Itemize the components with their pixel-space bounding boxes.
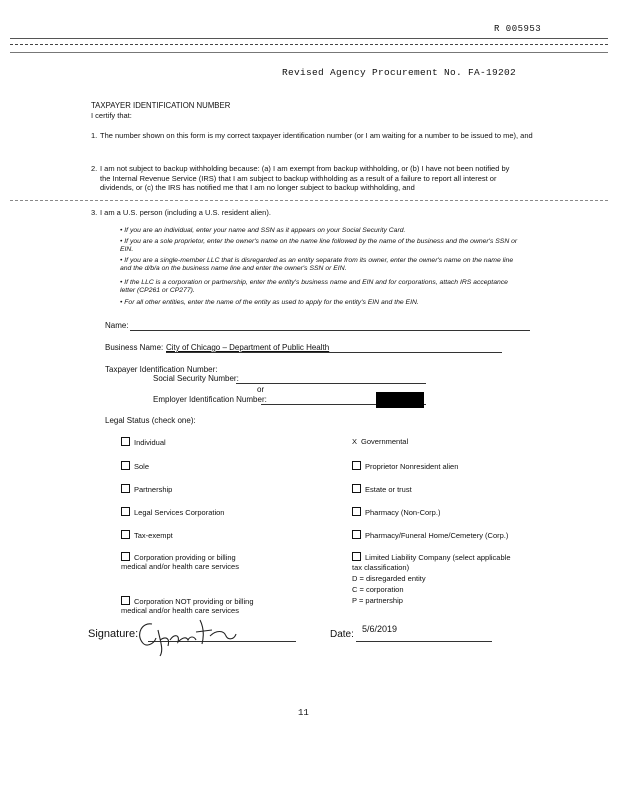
header-rule-3 bbox=[10, 52, 608, 53]
checkbox[interactable] bbox=[121, 484, 130, 493]
checkbox[interactable] bbox=[121, 530, 130, 539]
status-label: Proprietor Nonresident alien bbox=[365, 462, 459, 471]
status-sole[interactable] bbox=[121, 461, 149, 472]
procurement-reference: Revised Agency Procurement No. FA-19202 bbox=[282, 67, 517, 78]
status-label: Sole bbox=[134, 462, 150, 471]
status-partnership[interactable] bbox=[121, 484, 172, 495]
status-label: Partnership bbox=[134, 485, 173, 494]
status-estate-trust[interactable] bbox=[352, 484, 412, 495]
checkbox[interactable] bbox=[352, 484, 361, 493]
scan-rule bbox=[10, 200, 608, 201]
certify-text: I certify that: bbox=[91, 111, 132, 120]
ssn-label: Social Security Number: bbox=[153, 374, 239, 383]
item-2-text: I am not subject to backup withholding because: (a) I am exempt from backup withholding, or (b) I have not been notified by the Internal Revenue Service (IRS) that I am subject to backup withholding as a result of a failure to report all interest or dividends, or (c) the IRS has notified me that I am no longer subject to backup withholding, and bbox=[100, 164, 510, 192]
bullet-2-text: If you are a sole proprietor, enter the owner's name on the name line followed by the name of the business and the owner's SSN or EIN. bbox=[120, 238, 518, 254]
status-label: Pharmacy/Funeral Home/Cemetery (Corp.) bbox=[365, 531, 509, 540]
checkbox[interactable] bbox=[121, 507, 130, 516]
status-individual[interactable] bbox=[121, 437, 166, 448]
header-rule-1 bbox=[10, 38, 608, 39]
record-number: R 005953 bbox=[494, 24, 542, 34]
status-legal-services[interactable] bbox=[121, 507, 224, 518]
governmental-check-mark: X bbox=[352, 437, 358, 446]
tin-label: Taxpayer Identification Number: bbox=[105, 365, 218, 374]
status-corp-not-providing[interactable] bbox=[121, 596, 254, 607]
bullet-1: • If you are an individual, enter your name and SSN as it appears on your Social Security Card. bbox=[120, 227, 406, 234]
ein-redaction bbox=[376, 392, 424, 408]
checkbox[interactable] bbox=[121, 437, 130, 446]
status-label: Tax-exempt bbox=[134, 531, 173, 540]
legal-status-label: Legal Status (check one): bbox=[105, 416, 196, 425]
ssn-field[interactable] bbox=[236, 383, 426, 384]
checkbox[interactable] bbox=[352, 461, 361, 470]
status-label: Pharmacy (Non-Corp.) bbox=[365, 508, 441, 517]
status-pharmacy-noncorp[interactable] bbox=[352, 507, 440, 518]
date-field[interactable] bbox=[356, 641, 492, 642]
status-label: Corporation NOT providing or billing bbox=[134, 597, 254, 606]
checkbox[interactable] bbox=[352, 507, 361, 516]
status-tax-exempt[interactable] bbox=[121, 530, 173, 541]
date-label: Date: bbox=[330, 629, 354, 640]
bullet-1-text: If you are an individual, enter your name and SSN as it appears on your Social Security Card. bbox=[124, 227, 406, 234]
handwritten-signature bbox=[130, 610, 240, 658]
business-name-label: Business Name: bbox=[105, 343, 164, 352]
bullet-5-text: For all other entities, enter the name of the entity as used to apply for the entity's EIN and the EIN. bbox=[124, 299, 419, 306]
status-corp-providing[interactable] bbox=[121, 552, 236, 563]
bullet-5: • For all other entities, enter the name of the entity as used to apply for the entity's EIN and the EIN. bbox=[120, 299, 419, 306]
llc-line-3: C = corporation bbox=[352, 585, 404, 594]
checkbox[interactable] bbox=[352, 530, 361, 539]
status-llc[interactable] bbox=[352, 552, 511, 563]
bullet-3: • If you are a single-member LLC that is disregarded as an entity separate from its owner, enter the owner's name on the name line and the d/b/a on the business name line and enter the owner's SSN or EIN. bbox=[120, 257, 514, 273]
status-corp-not-providing-sub: medical and/or health care services bbox=[121, 606, 239, 615]
llc-line-4: P = partnership bbox=[352, 596, 403, 605]
date-value: 5/6/2019 bbox=[362, 624, 398, 634]
status-corp-providing-sub: medical and/or health care services bbox=[121, 562, 239, 571]
status-label: Estate or trust bbox=[365, 485, 412, 494]
status-nonresident-alien[interactable] bbox=[352, 461, 458, 472]
bullet-4-text: If the LLC is a corporation or partnership, enter the entity's business name and EIN and for corporations, attach IRS acceptance letter (CP261 or CP277). bbox=[120, 279, 508, 295]
business-name-field[interactable] bbox=[166, 352, 502, 353]
name-label: Name: bbox=[105, 321, 129, 330]
checkbox[interactable] bbox=[352, 552, 361, 561]
checkbox[interactable] bbox=[121, 596, 130, 605]
status-label: Governmental bbox=[361, 437, 409, 446]
page-number: 11 bbox=[298, 708, 309, 718]
status-governmental[interactable] bbox=[352, 437, 408, 447]
status-label: Corporation providing or billing bbox=[134, 553, 236, 562]
status-pharmacy-corp[interactable] bbox=[352, 530, 508, 541]
status-label: Limited Liability Company (select applicable bbox=[365, 553, 511, 562]
llc-line-1: tax classification) bbox=[352, 563, 410, 572]
bullet-2: • If you are a sole proprietor, enter the owner's name on the name line followed by the name of the business and the owner's SSN or EIN. bbox=[120, 238, 518, 254]
section-title: TAXPAYER IDENTIFICATION NUMBER bbox=[91, 101, 231, 110]
bullet-3-text: If you are a single-member LLC that is disregarded as an entity separate from its owner, enter the owner's name on the name line and the d/b/a on the business name line and enter the owner's SSN or EIN. bbox=[120, 257, 514, 273]
checkbox[interactable] bbox=[121, 552, 130, 561]
business-name-value: City of Chicago – Department of Public Health bbox=[166, 343, 330, 352]
signature-label: Signature: bbox=[88, 628, 139, 640]
item-3-number: 3. bbox=[91, 208, 98, 217]
item-1-number: 1. bbox=[91, 131, 98, 140]
item-2-number: 2. bbox=[91, 164, 98, 173]
status-label: Individual bbox=[134, 438, 166, 447]
item-3-text: I am a U.S. person (including a U.S. resident alien). bbox=[100, 208, 271, 217]
ein-label: Employer Identification Number: bbox=[153, 395, 267, 404]
llc-line-2: D = disregarded entity bbox=[352, 574, 426, 583]
or-label: or bbox=[257, 385, 265, 394]
bullet-4: • If the LLC is a corporation or partnership, enter the entity's business name and EIN and for corporations, attach IRS acceptance letter (CP261 or CP277). bbox=[120, 279, 508, 295]
header-rule-2 bbox=[10, 44, 608, 45]
status-label: Legal Services Corporation bbox=[134, 508, 225, 517]
checkbox[interactable] bbox=[121, 461, 130, 470]
item-1-text: The number shown on this form is my correct taxpayer identification number (or I am waiting for a number to be issued to me), and bbox=[100, 131, 533, 140]
name-field[interactable] bbox=[130, 330, 530, 331]
